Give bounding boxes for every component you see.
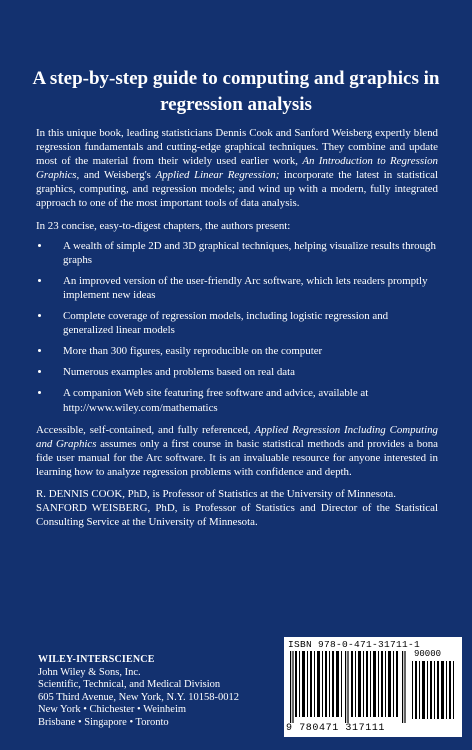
bullet-icon — [38, 279, 41, 282]
intro-paragraph — [36, 126, 438, 211]
closing-book-title: Applied Regression Including Computing and Graphics — [36, 423, 438, 450]
list-item-text: A wealth of simple 2D and 3D graphical techniques, helping visualize results through graphs — [63, 239, 436, 266]
lead-paragraph: In 23 concise, easy-to-digest chapters, the authors present: — [36, 219, 291, 232]
list-item — [36, 386, 438, 414]
description-body — [36, 126, 438, 529]
list-item-text: Numerous examples and problems based on real data — [63, 366, 295, 379]
closing-paragraph — [36, 423, 438, 479]
back-cover-headline: A step-by-step guide to computing and graphics in regression analysis — [32, 68, 440, 115]
addon-barcode-icon — [412, 661, 456, 719]
publisher-line: 605 Third Avenue, New York, N.Y. 10158-0012 — [38, 691, 239, 703]
isbn-label: ISBN 978-0-471-31711-1 — [288, 639, 421, 650]
intro-book-title-1: An Introduction to Regression Graphics, — [36, 155, 438, 182]
intro-text-3: incorporate the latest in statistical graphics, computing, and regression models; and wind up with a modern, fully integrated approach to one of the most important tools of data analysis. — [36, 169, 439, 210]
intro-book-title-2: Applied Linear Regression; — [155, 169, 280, 182]
list-item — [36, 309, 438, 337]
bullet-icon — [38, 391, 41, 394]
publisher-line: John Wiley & Sons, Inc. — [38, 666, 141, 678]
intro-text-2: and Weisberg's — [79, 169, 156, 182]
list-item — [36, 365, 438, 379]
closing-text-1: Accessible, self-contained, and fully referenced, — [36, 423, 255, 436]
author-bios — [36, 487, 438, 529]
author-name-cook: R. DENNIS COOK — [36, 487, 123, 500]
bullet-icon — [38, 244, 41, 247]
intro-text-1: In this unique book, leading statisticians Dennis Cook and Sanford Weisberg expertly blend regression fundamentals and cutting-edge graphical techniques. They combine and update most of the material from their widely used earlier work, — [36, 127, 438, 168]
ean-number: 9 780471 317111 — [286, 723, 386, 734]
author-name-weisberg: SANFORD WEISBERG — [36, 502, 148, 515]
publisher-line: Scientific, Technical, and Medical Division — [38, 679, 221, 690]
publisher-block — [38, 654, 239, 729]
author-bio-text-cook: , PhD, is Professor of Statistics at the University of Minnesota. — [122, 487, 396, 500]
bullet-icon — [38, 349, 41, 352]
barcode-panel — [284, 637, 462, 737]
feature-list — [36, 239, 438, 415]
list-item-text: A companion Web site featuring free software and advice, available at http://www.wiley.com/mathematics — [63, 387, 369, 414]
list-item — [36, 239, 438, 267]
list-item — [36, 274, 438, 302]
ean-barcode-icon — [290, 651, 408, 723]
list-item-text: More than 300 figures, easily reproducible on the computer — [63, 345, 323, 358]
author-bio-cook — [36, 487, 438, 501]
publisher-line: Brisbane • Singapore • Toronto — [38, 716, 169, 728]
addon-number: 90000 — [414, 649, 442, 659]
author-bio-weisberg — [36, 501, 438, 529]
list-item-text: An improved version of the user-friendly Arc software, which lets readers promptly implement new ideas — [63, 274, 428, 301]
publisher-imprint: WILEY-INTERSCIENCE — [38, 654, 155, 665]
closing-text-2: assumes only a first course in basic statistical methods and provides a bona fide user manual for the Arc software. It is an invaluable resource for anyone interested in learning how to analyze regression problems with confidence and depth. — [36, 437, 438, 478]
bullet-icon — [38, 314, 41, 317]
author-bio-text-weisberg: , PhD, is Professor of Statistics and Director of the Statistical Consulting Service at the University of Minnesota. — [36, 502, 438, 529]
bullet-icon — [38, 370, 41, 373]
list-item-text: Complete coverage of regression models, including logistic regression and generalized linear models — [63, 310, 389, 337]
publisher-line: New York • Chichester • Weinheim — [38, 704, 187, 715]
list-item — [36, 344, 438, 358]
